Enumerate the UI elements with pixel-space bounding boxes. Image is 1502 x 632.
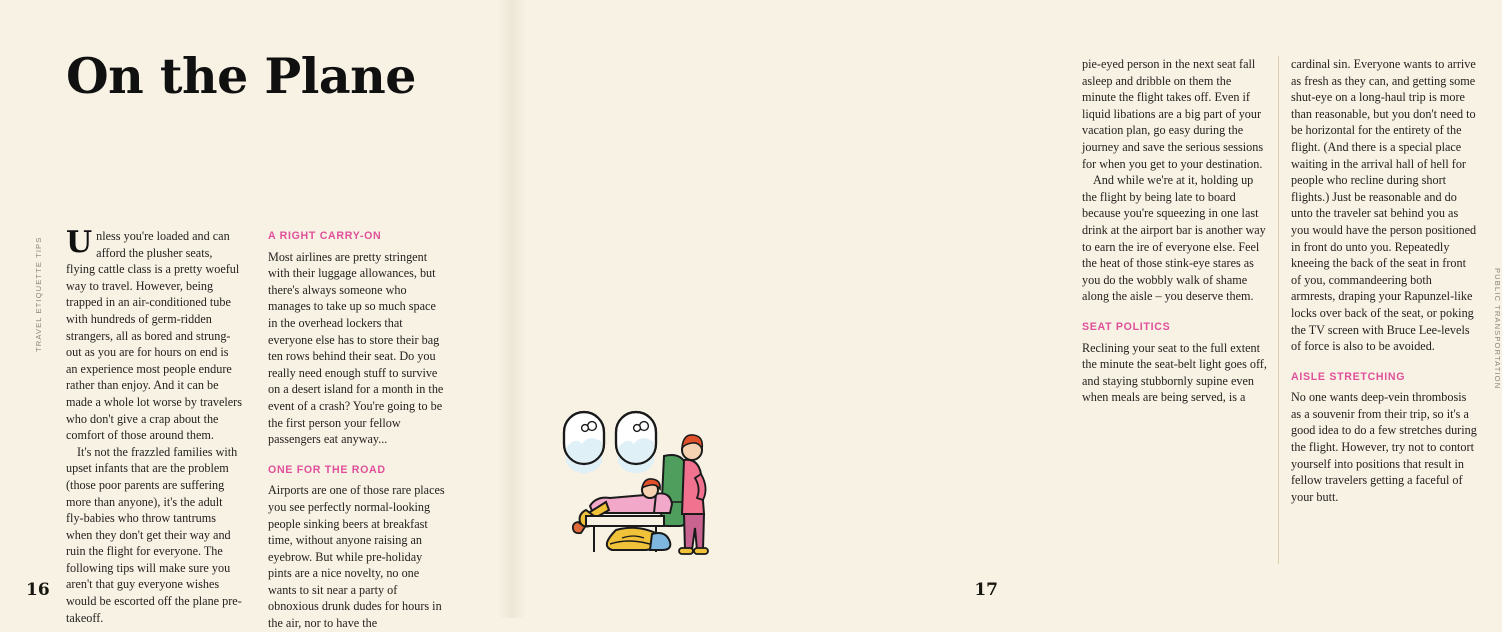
paragraph: No one wants deep-vein thrombosis as a souvenir from their trip, so it's a good idea to do a few stretches during the flight. However, try not to contort yourself into positions that result in fellow travelers getting a faceful of your butt. bbox=[1291, 390, 1477, 504]
section-seat-politics bbox=[1082, 319, 1268, 406]
section-one-for-the-road bbox=[268, 462, 448, 632]
seat-base bbox=[586, 516, 670, 552]
section-a-right-carry-on bbox=[268, 228, 448, 448]
paragraph: It's not the frazzled families with upset infants that are the problem (those poor parents are suffering more than anyone), it's the adult fly-babies who throw tantrums when they don't get their way and ruin the flight for everyone. The following tips will make sure you aren't that guy everyone wishes would be escorted off the plane pre-takeoff. bbox=[66, 444, 242, 625]
standing-attendant bbox=[679, 435, 708, 554]
paragraph: Most airlines are pretty stringent with their luggage allowances, but there's always someone who manages to take up so much space in the overhead lockers that everyone else has to store their bag ten rows behind their seat. Do you really need enough stuff to survive on a desert island for a month in the event of a crash? You're going to be the first person your fellow passengers eat anyway... bbox=[268, 249, 444, 447]
paragraph bbox=[66, 225, 242, 444]
drop-cap: U bbox=[66, 225, 93, 260]
running-head-right: PUBLIC TRANSPORTATION bbox=[1493, 268, 1502, 390]
section-heading: AISLE STRETCHING bbox=[1291, 370, 1406, 383]
body-column-1 bbox=[66, 225, 242, 626]
column-divider bbox=[1278, 56, 1279, 564]
cabin-window-right bbox=[616, 412, 656, 473]
paragraph: And while we're at it, holding up the flight by being late to board because you're squeezing in one last drink at the airport bar is another way to earn the ire of everyone else. Feel the heat of those stink-eye stares as you do the wobbly walk of shame along the aisle – you deserve them. bbox=[1082, 173, 1266, 304]
page-title: On the Plane bbox=[66, 47, 416, 105]
plane-cabin-illustration bbox=[556, 398, 760, 566]
section-heading: SEAT POLITICS bbox=[1082, 320, 1171, 333]
page-left bbox=[0, 0, 512, 631]
paragraph: Airports are one of those rare places you see perfectly normal-looking people sinking beers at breakfast time, without anyone raising an eyebrow. But while pre-holiday pints are a nice novelty, no one wants to sit near a party of obnoxious drunk dudes for hours in the air, nor to have the bbox=[268, 483, 445, 631]
paragraph: Reclining your seat to the full extent the minute the seat-belt light goes off, and staying stubbornly supine even when meals are being served, is a bbox=[1082, 340, 1267, 405]
page-number-right: 17 bbox=[974, 580, 998, 600]
body-column-4 bbox=[1291, 56, 1479, 505]
cabin-window-left bbox=[564, 412, 604, 473]
section-heading: ONE FOR THE ROAD bbox=[268, 463, 386, 476]
body-column-3 bbox=[1082, 56, 1268, 406]
page-number-left: 16 bbox=[26, 580, 50, 600]
paragraph-text: nless you're loaded and can afford the plusher seats, flying cattle class is a pretty woeful way to travel. However, being trapped in an air-conditioned tube with hundreds of germ-ridden strangers, all as bored and strung-out as you are for hours on end is an experience most people endure rather than enjoy. And it can be made a whole lot worse by travelers who don't give a crap about the comfort of those around them. bbox=[66, 229, 242, 443]
section-aisle-stretching bbox=[1291, 369, 1479, 506]
body-column-2 bbox=[268, 228, 448, 632]
paragraph: cardinal sin. Everyone wants to arrive as fresh as they can, and getting some shut-eye on a long-haul trip is more than reasonable, but you don't need to be horizontal for the entirety of the flight. (And there is a special place waiting in the arrival hall of hell for people who recline during short flights.) Just be reasonable and do unto the traveler sat behind you as you would have the person positioned in front do unto you. Repeatedly kneeing the back of the seat in front of you, commandeering both armrests, draping your Rapunzel-like locks over back of the seat, or poking the TV screen with Bruce Lee-levels of force is also to be avoided. bbox=[1291, 57, 1477, 354]
paragraph: pie-eyed person in the next seat fall asleep and dribble on them the minute the flight takes off. Even if liquid libations are a big part of your vacation plan, go easy during the journey and save the serious sessions for when you get to your destination. bbox=[1082, 57, 1264, 171]
section-heading: A RIGHT CARRY-ON bbox=[268, 230, 382, 242]
running-head-left: TRAVEL ETIQUETTE TIPS bbox=[34, 236, 43, 352]
